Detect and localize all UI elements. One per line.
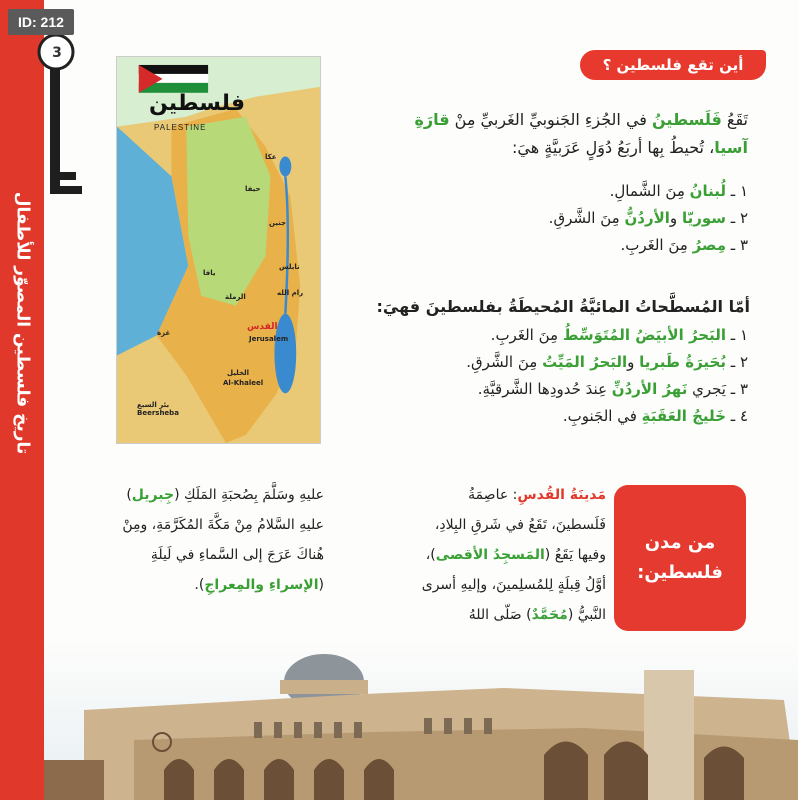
list-text: ١ ـ — [726, 182, 748, 200]
list-text: عِندَ حُدودِها الشَّرقيَّةِ. — [477, 380, 612, 398]
list-item — [360, 232, 748, 259]
place-name: نَهرُ الأردُنِّ — [611, 380, 688, 398]
jerusalem-paragraph-col1: مَدينَةُ القُدسِ: عاصِمَةُ فَلَسطينَ، تَقَعُ في شَرقِ البِلادِ، وفيها يَقَعُ (المَسجِدُ الأقصى)، أوَّلُ قِبلَةٍ لِلمُسلِمينَ، وإليهِ أسرى النَّبيُّ (مُحَمَّدٌ) صَلّى اللهُ — [421, 487, 606, 623]
list-item — [360, 205, 748, 232]
map-city-label: القدس — [247, 322, 278, 332]
map-subtitle: PALESTINE — [154, 123, 207, 132]
list-item — [360, 349, 748, 376]
list-text: ٢ ـ — [726, 209, 748, 227]
map-city-label: Al-Khaleel — [223, 379, 264, 387]
list-text: يَجري — [687, 380, 726, 398]
jerusalem-paragraph-col2: عليهِ وسَلَّمَ بِصُحبَةِ المَلَكِ (جِبريل) عليهِ السَّلامُ مِنْ مَكَّةَ المُكَرَّمَةِ، ومِنْ هُناكَ عَرَجَ إلى السَّماءِ في لَيلَةِ (الإسراءِ والمِعراجِ). — [122, 487, 324, 593]
cities-box: من مدن فلسطين: — [614, 485, 746, 631]
map-title: فلسطين — [149, 91, 245, 116]
list-text: ٣ ـ — [726, 380, 748, 398]
list-item — [360, 376, 748, 403]
map-city-label: الرملة — [225, 293, 246, 301]
list-text: مِنَ الشَّمالِ. — [609, 182, 690, 200]
neighbors-list — [360, 178, 748, 259]
aqsa-mosque-photo — [44, 640, 798, 800]
map-city-label: Beersheba — [137, 409, 179, 417]
list-text: مِنَ الشَّرقِ. — [466, 353, 543, 371]
palestine-term: فَلَسطينُ — [652, 110, 722, 129]
list-text: و — [669, 209, 682, 227]
aqsa-term: المَسجِدُ الأقصى — [435, 547, 545, 563]
location-paragraph: تَقَعُ فَلَسطينُ في الجُزءِ الجَنوبيِّ الغَربيِّ مِنْ قارَةِ آسيا، تُحيطُ بِها أربَعُ دُوَلٍ عَرَبيَّةٍ هيَ: — [414, 110, 748, 157]
place-name: لُبنانُ — [689, 182, 726, 200]
page-number: 3 — [52, 45, 62, 61]
palestine-map — [116, 56, 321, 444]
map-city-label: بئر السبع — [137, 401, 170, 409]
book-title: تاريخ فلسطين المصوّر للأطفال — [12, 191, 32, 455]
muhammad-term: مُحَمَّدٌ — [531, 607, 568, 623]
map-city-label: الخليل — [227, 369, 250, 377]
id-badge: ID: 212 — [8, 9, 74, 35]
water-bodies-heading: أمّا المُسطَّحاتُ المائيَّةُ المُحيطَةُ بفلسطينَ فهيَ: — [376, 297, 750, 316]
place-name: البَحرُ المَيِّتُ — [542, 353, 628, 371]
place-name: بُحَيرَةُ طَبريا — [639, 353, 726, 371]
list-text: ٢ ـ — [726, 353, 748, 371]
map-city-label: عكا — [265, 153, 277, 161]
map-city-label: رام الله — [277, 289, 304, 297]
list-item — [360, 403, 748, 430]
list-text: في الجَنوبِ. — [562, 407, 642, 425]
list-item — [360, 322, 748, 349]
map-city-label: Jerusalem — [249, 335, 289, 343]
section-heading: أين تقع فلسطين ؟ — [580, 50, 766, 80]
asia-term: قارَةِ آسيا — [414, 110, 748, 157]
list-text: ٣ ـ — [726, 236, 748, 254]
map-city-label: نابلس — [279, 263, 300, 271]
place-name: خَليجُ العَقَبَةِ — [641, 407, 726, 425]
map-city-label: يافا — [203, 269, 216, 277]
map-city-label: غزة — [157, 329, 171, 337]
map-city-label: حيفا — [245, 185, 261, 193]
jibril-term: جِبريل — [131, 487, 175, 503]
jerusalem-title: مَدينَةُ القُدسِ — [517, 487, 606, 503]
map-city-label: جنين — [269, 219, 287, 227]
place-name: الأردُنُّ — [624, 209, 670, 227]
place-name: مِصرُ — [692, 236, 726, 254]
list-text: مِنَ الغَربِ. — [620, 236, 693, 254]
list-item — [360, 178, 748, 205]
list-text: ٤ ـ — [726, 407, 748, 425]
place-name: البَحرُ الأبيَضُ المُتَوَسِّطُ — [562, 326, 726, 344]
list-text: مِنَ الغَربِ. — [490, 326, 563, 344]
water-bodies-list — [360, 322, 748, 430]
place-name: سوريّا — [681, 209, 726, 227]
isra-term: الإسراءِ والمِعراجِ — [204, 577, 319, 593]
list-text: ١ ـ — [726, 326, 748, 344]
list-text: مِنَ الشَّرقِ. — [548, 209, 625, 227]
list-text: و — [627, 353, 640, 371]
